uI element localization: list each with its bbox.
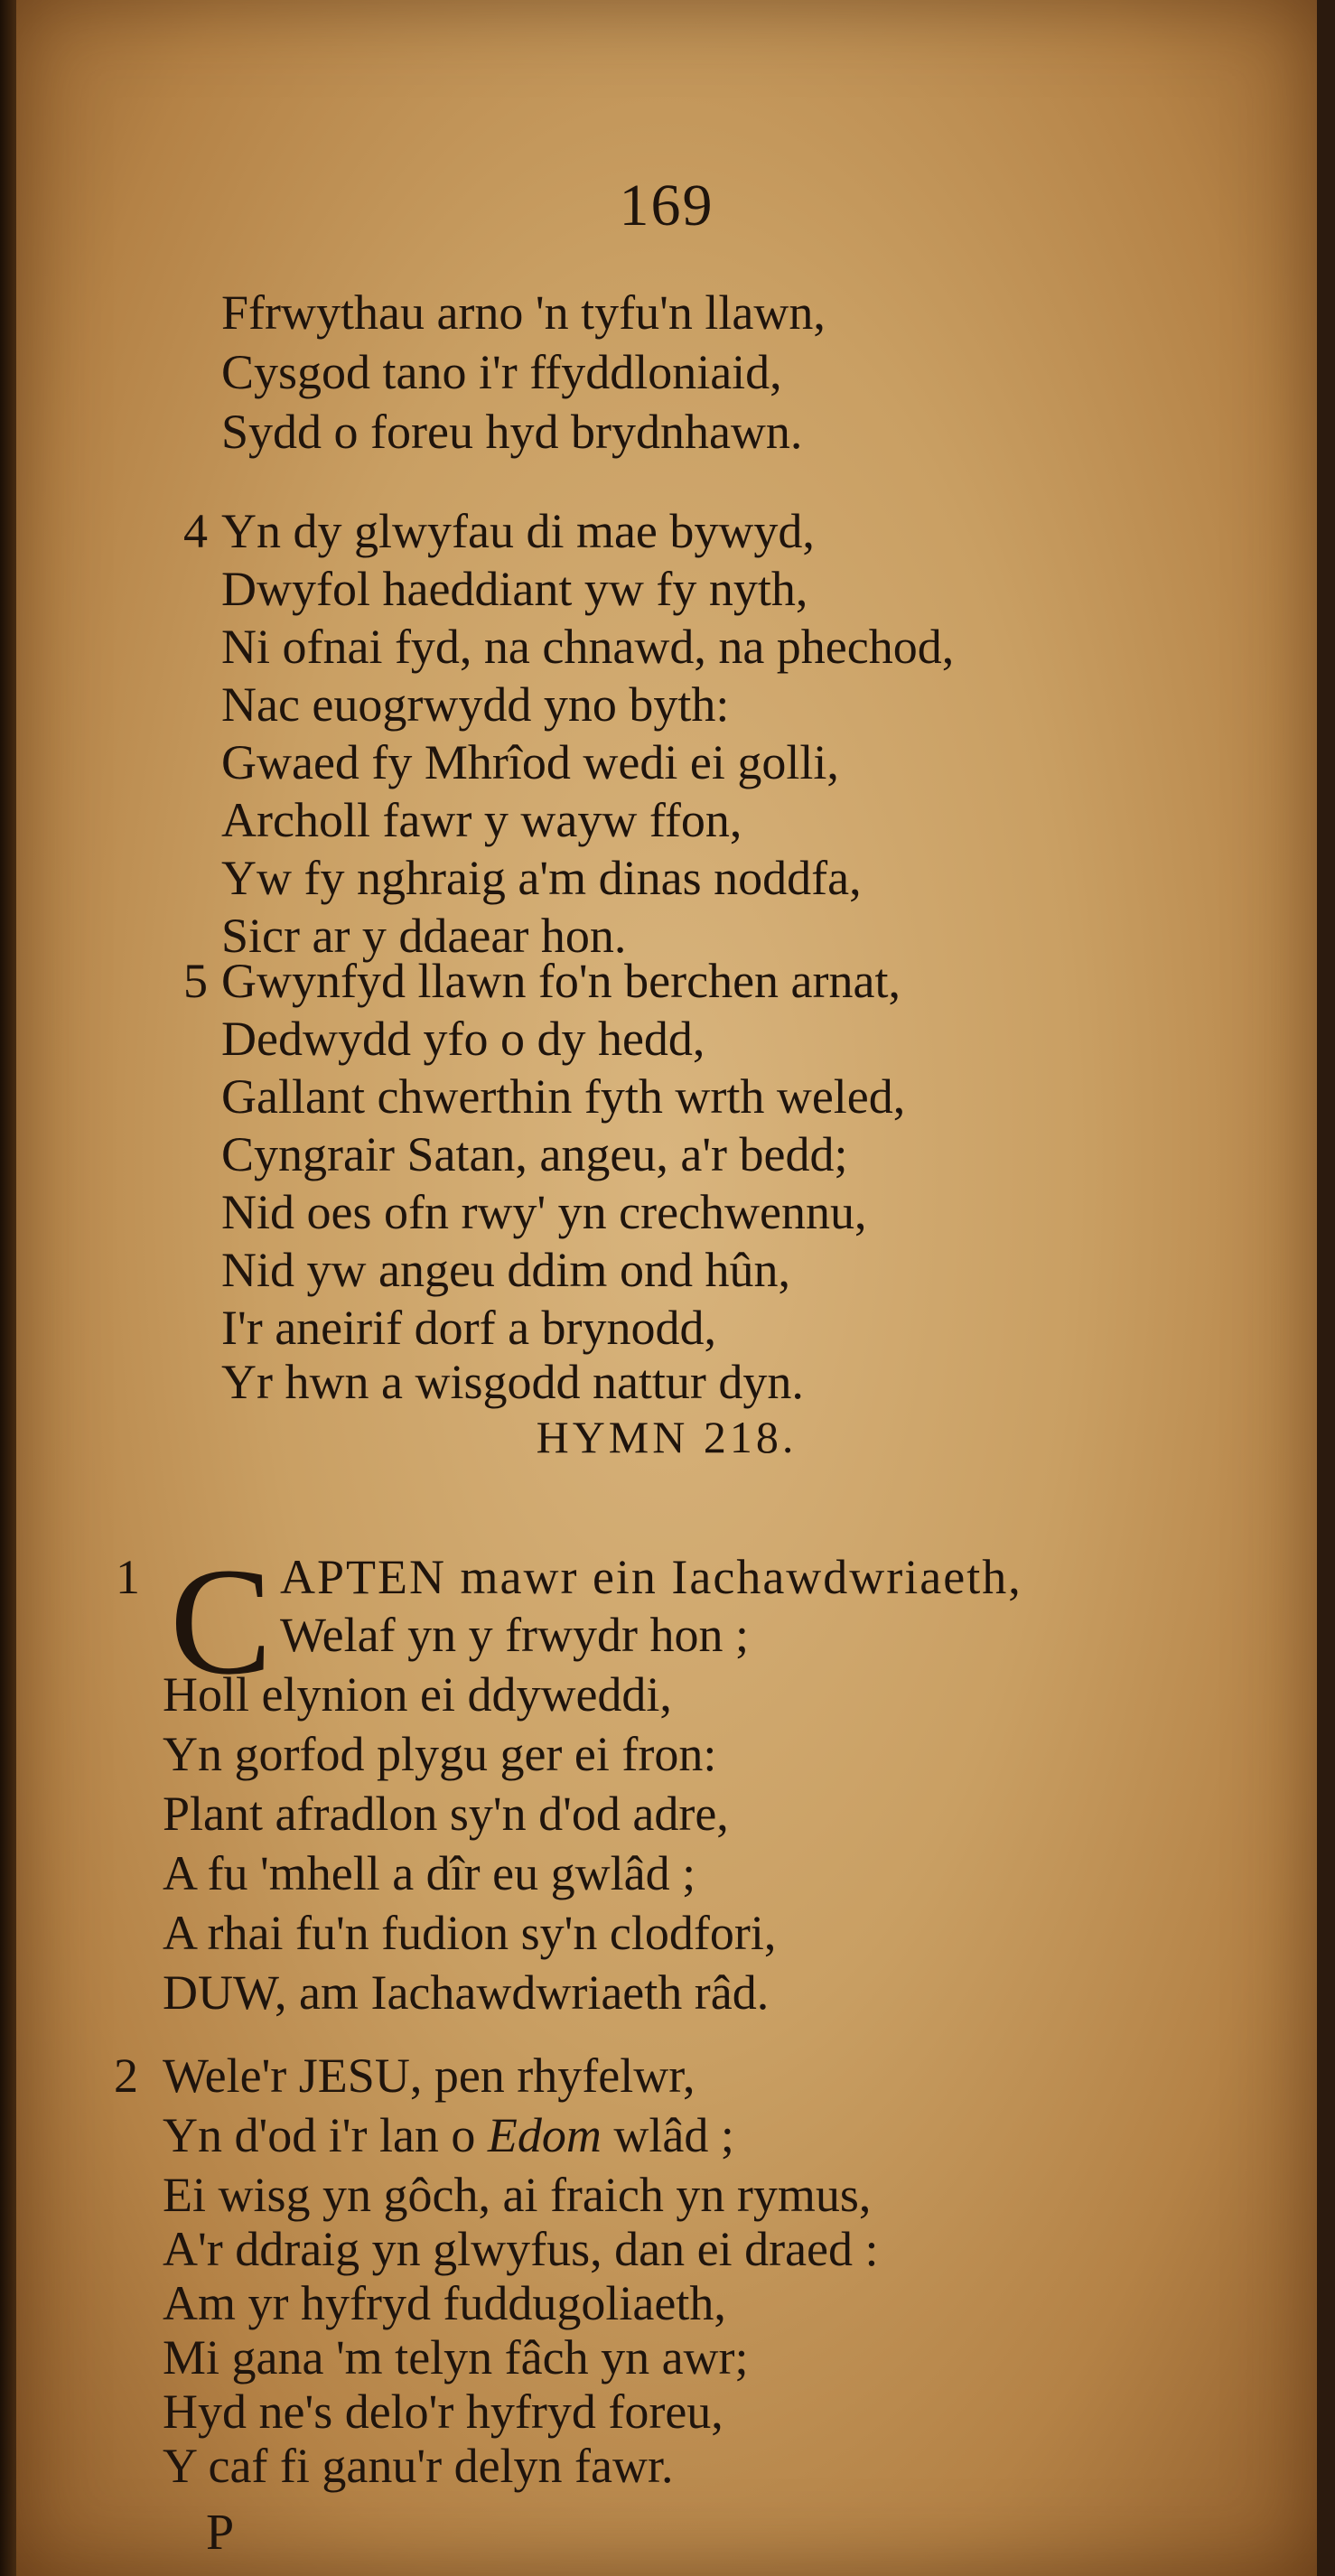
verse-line: Nid yw angeu ddim ond hûn, xyxy=(221,1243,790,1297)
stanza-number: 4 xyxy=(183,504,208,558)
verse-line-with-italic xyxy=(163,2108,734,2162)
verse-line: Nac euogrwydd yno byth: xyxy=(221,677,730,732)
verse-line: Yn gorfod plygu ger ei fron: xyxy=(163,1727,717,1781)
verse-line: Welaf yn y frwydr hon ; xyxy=(280,1608,750,1662)
verse-line: Y caf fi ganu'r delyn fawr. xyxy=(163,2439,674,2493)
verse-line: Holl elynion ei ddyweddi, xyxy=(163,1667,672,1722)
verse-line: A rhai fu'n fudion sy'n clodfori, xyxy=(163,1906,777,1960)
verse-line: Ffrwythau arno 'n tyfu'n llawn, xyxy=(221,285,826,340)
italic-place-name: Edom xyxy=(487,2108,602,2162)
signature-mark: P xyxy=(206,2505,235,2561)
stanza-number: 5 xyxy=(183,954,208,1008)
book-page xyxy=(16,0,1317,2576)
verse-line: Nid oes ofn rwy' yn crechwennu, xyxy=(221,1185,867,1239)
verse-line: APTEN mawr ein Iachawdwriaeth, xyxy=(280,1550,1022,1604)
verse-text: wlâd ; xyxy=(601,2108,734,2162)
verse-line: Wele'r JESU, pen rhyfelwr, xyxy=(163,2049,696,2103)
verse-line: Hyd ne's delo'r hyfryd foreu, xyxy=(163,2385,724,2439)
verse-line: Archoll fawr y wayw ffon, xyxy=(221,793,742,847)
page-number: 169 xyxy=(619,173,714,238)
verse-line: Plant afradlon sy'n d'od adre, xyxy=(163,1787,729,1841)
verse-line: Am yr hyfryd fuddugoliaeth, xyxy=(163,2276,726,2330)
verse-line: Cyngrair Satan, angeu, a'r bedd; xyxy=(221,1127,848,1181)
verse-line: DUW, am Iachawdwriaeth râd. xyxy=(163,1965,770,2020)
verse-line: Sydd o foreu hyd brydnhawn. xyxy=(221,405,803,459)
verse-line: Gwaed fy Mhrîod wedi ei golli, xyxy=(221,735,839,789)
drop-cap: C xyxy=(170,1536,273,1706)
verse-line: Mi gana 'm telyn fâch yn awr; xyxy=(163,2330,749,2385)
verse-line: Sicr ar y ddaear hon. xyxy=(221,909,627,963)
verse-line: Dedwydd yfo o dy hedd, xyxy=(221,1012,705,1066)
verse-line: Yw fy nghraig a'm dinas noddfa, xyxy=(221,851,862,905)
verse-line: Cysgod tano i'r ffyddloniaid, xyxy=(221,345,782,399)
verse-line: Ei wisg yn gôch, ai fraich yn rymus, xyxy=(163,2168,872,2222)
verse-line: Dwyfol haeddiant yw fy nyth, xyxy=(221,562,808,616)
verse-line: A fu 'mhell a dîr eu gwlâd ; xyxy=(163,1846,696,1900)
verse-line: Gwynfyd llawn fo'n berchen arnat, xyxy=(221,954,901,1008)
stanza-number: 2 xyxy=(114,2049,138,2103)
verse-line: Ni ofnai fyd, na chnawd, na phechod, xyxy=(221,620,955,674)
verse-line: Yr hwn a wisgodd nattur dyn. xyxy=(221,1355,804,1409)
verse-line: Gallant chwerthin fyth wrth weled, xyxy=(221,1069,906,1124)
stanza-number: 1 xyxy=(116,1550,140,1604)
verse-line: I'r aneirif dorf a brynodd, xyxy=(221,1301,717,1355)
verse-line: A'r ddraig yn glwyfus, dan ei draed : xyxy=(163,2222,879,2276)
verse-line: Yn dy glwyfau di mae bywyd, xyxy=(221,504,815,558)
hymn-title: HYMN 218. xyxy=(536,1412,798,1462)
verse-text: Yn d'od i'r lan o xyxy=(163,2108,488,2162)
